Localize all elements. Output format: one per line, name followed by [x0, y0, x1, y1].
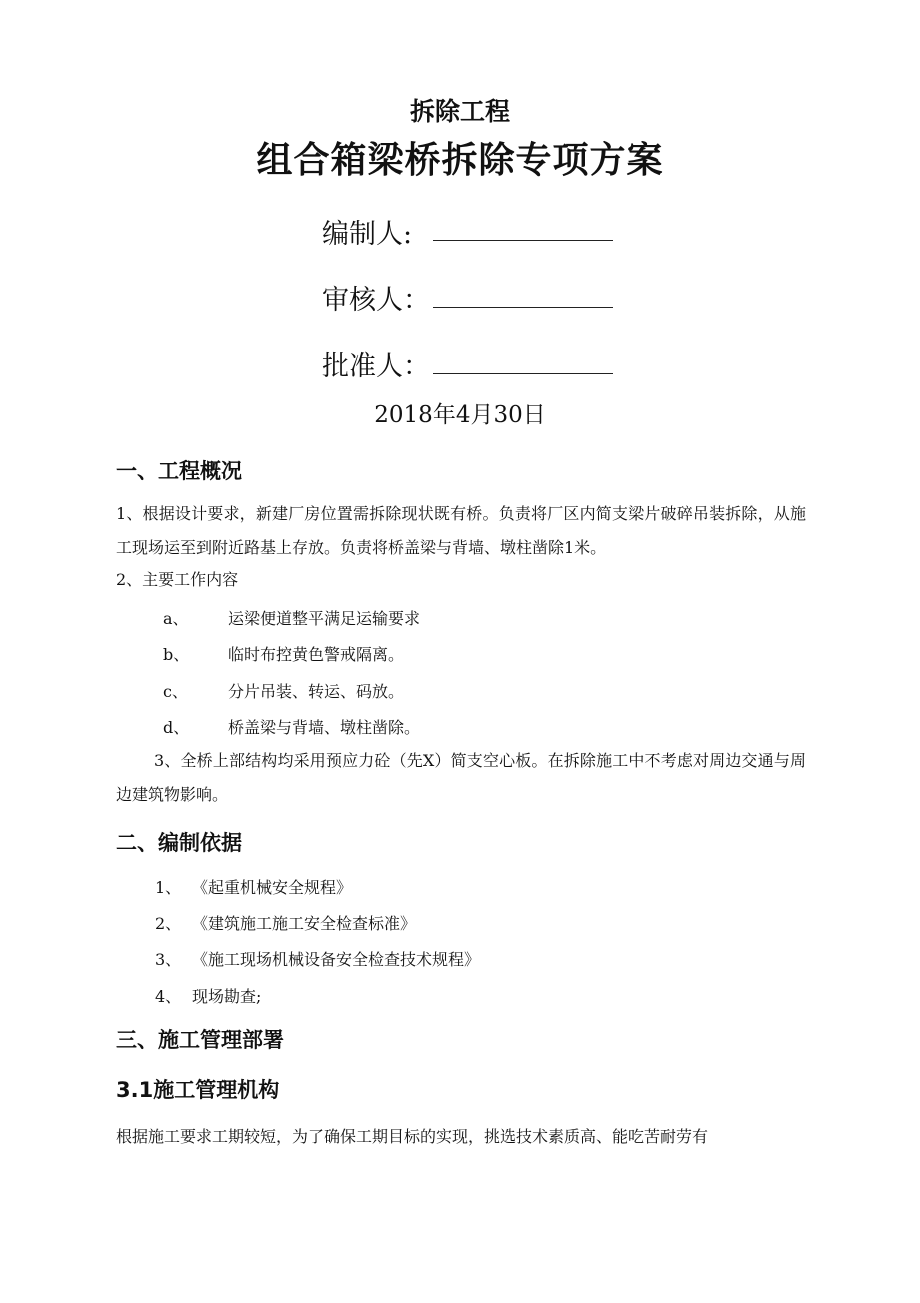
- compiler-signature-line: [433, 240, 613, 241]
- section-heading-basis: 二、编制依据: [116, 831, 242, 855]
- compiler-label: 编制人:: [322, 219, 413, 250]
- reference-number: 3、: [155, 950, 182, 969]
- overview-paragraph-2: 2、主要工作内容: [116, 570, 239, 589]
- organization-paragraph: 根据施工要求工期较短，为了确保工期目标的实现，挑选技术素质高、能吃苦耐劳有: [116, 1127, 709, 1146]
- reference-text: 现场勘查;: [192, 987, 262, 1006]
- reference-number: 1、: [155, 878, 182, 897]
- work-item-letter: a、: [163, 609, 189, 628]
- overview-paragraph-3: 3、全桥上部结构均采用预应力砼（先X）简支空心板。在拆除施工中不考虑对周边交通与周边建筑物影响。: [116, 751, 806, 804]
- section-heading-management: 三、施工管理部署: [116, 1028, 284, 1052]
- work-item-text: 临时布控黄色警戒隔离。: [228, 645, 405, 664]
- reference-text: 《建筑施工施工安全检查标准》: [192, 914, 417, 933]
- section-heading-overview: 一、工程概况: [116, 459, 242, 483]
- work-item-text: 运梁便道整平满足运输要求: [228, 609, 421, 628]
- work-item-text: 分片吊装、转运、码放。: [228, 682, 405, 701]
- subsection-heading-organization: 3.1施工管理机构: [116, 1078, 280, 1102]
- work-item-letter: c、: [163, 682, 188, 701]
- work-item-text: 桥盖梁与背墙、墩柱凿除。: [228, 718, 421, 737]
- document-date: 2018年4月30日: [374, 402, 546, 428]
- reference-number: 4、: [155, 987, 182, 1006]
- work-item-letter: b、: [163, 645, 190, 664]
- reviewer-label: 审核人：: [322, 285, 430, 316]
- document-title: 组合箱梁桥拆除专项方案: [256, 140, 664, 181]
- work-item-letter: d、: [163, 718, 190, 737]
- approver-signature-line: [433, 373, 613, 374]
- reference-text: 《起重机械安全规程》: [192, 878, 353, 897]
- reviewer-signature-line: [433, 307, 613, 308]
- reference-number: 2、: [155, 914, 182, 933]
- reference-text: 《施工现场机械设备安全检查技术规程》: [192, 950, 481, 969]
- document-subtitle: 拆除工程: [409, 97, 510, 126]
- approver-label: 批准人：: [322, 351, 430, 382]
- overview-paragraph-1: 1、根据设计要求，新建厂房位置需拆除现状既有桥。负责将厂区内简支梁片破碎吊装拆除，从施工现场运至到附近路基上存放。负责将桥盖梁与背墙、墩柱凿除1米。: [116, 504, 806, 557]
